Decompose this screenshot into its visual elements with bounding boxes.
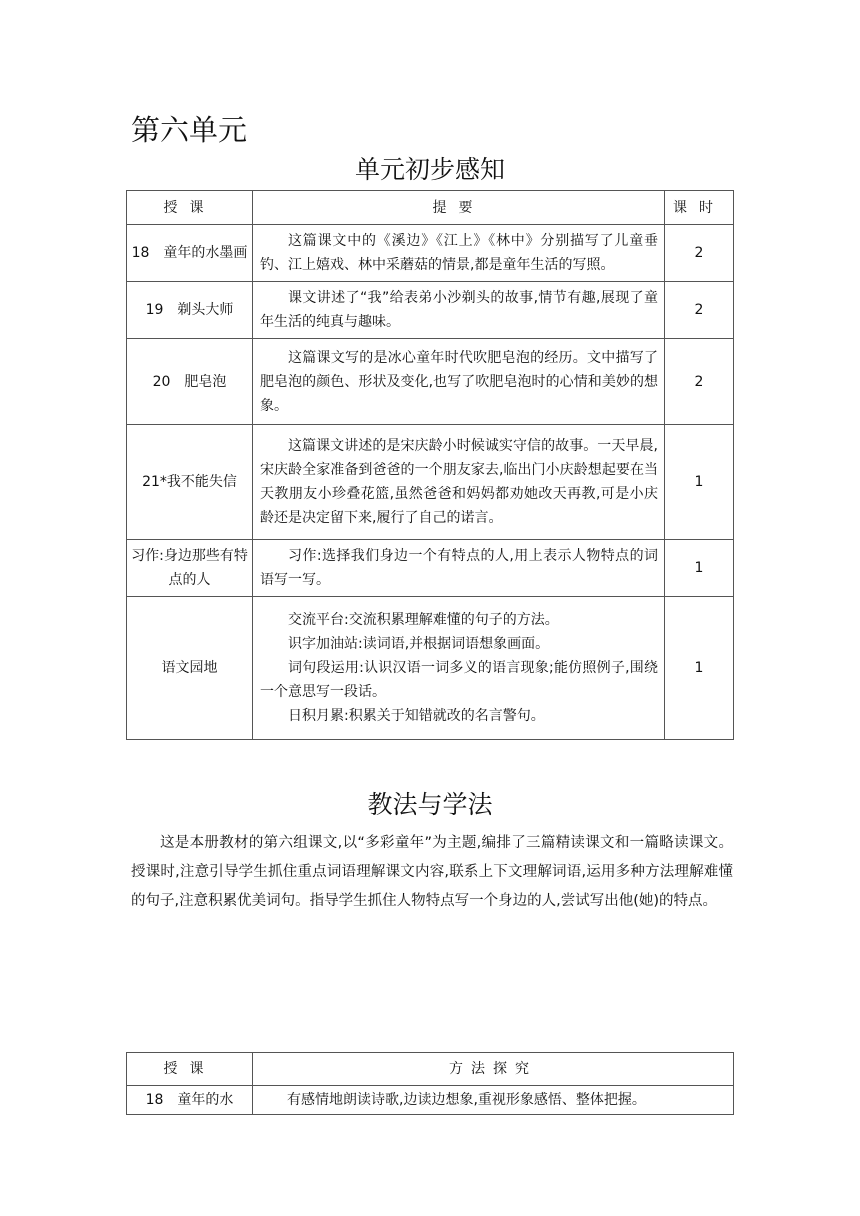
summary-cell	[253, 225, 665, 282]
summary-text: 日积月累:积累关于知错就改的名言警句。	[288, 708, 545, 724]
summary-text: 词句段运用:认识汉语一词多义的语言现象;能仿照例子,围绕一个意思写一段话。	[260, 660, 658, 700]
table-row	[127, 540, 734, 597]
table-row	[127, 225, 734, 282]
hours-cell: 2	[665, 225, 734, 282]
summary-cell	[253, 339, 665, 425]
hours-cell: 2	[665, 339, 734, 425]
header-summary: 提要	[253, 191, 665, 225]
section-title-methods: 教法与学法	[367, 790, 493, 819]
summary-cell	[253, 425, 665, 540]
methods-paragraph: 这是本册教材的第六组课文,以“多彩童年”为主题,编排了三篇精读课文和一篇略读课文。授课时,注意引导学生抓住重点词语理解课文内容,联系上下文理解词语,运用多种方法理解难懂的句子,注意积累优美词句。指导学生抓住人物特点写一个身边的人,尝试写出他(她)的特点。	[131, 835, 733, 909]
summary-cell	[253, 540, 665, 597]
lesson-cell: 19 剃头大师	[127, 282, 253, 339]
table-row	[127, 339, 734, 425]
hours-cell: 2	[665, 282, 734, 339]
summary-text: 这篇课文写的是冰心童年时代吹肥皂泡的经历。文中描写了肥皂泡的颜色、形状及变化,也写了吹肥皂泡时的心情和美妙的想象。	[260, 349, 658, 414]
summary-text: 交流平台:交流积累理解难懂的句子的方法。	[288, 612, 559, 628]
lesson-cell: 习作:身边那些有特点的人	[127, 540, 253, 597]
table-header-row	[127, 191, 734, 225]
summary-text: 这篇课文讲述的是宋庆龄小时候诚实守信的故事。一天早晨,宋庆龄全家准备到爸爸的一个朋友家去,临出门小庆龄想起要在当天教朋友小珍叠花篮,虽然爸爸和妈妈都劝她改天再教,可是小庆龄还是决定留下来,履行了自己的诺言。	[260, 438, 658, 526]
summary-text: 识字加油站:读词语,并根据词语想象画面。	[288, 636, 550, 652]
table-row	[127, 282, 734, 339]
method-table	[126, 1052, 734, 1115]
table-header-row	[127, 1053, 734, 1086]
lesson-cell: 语文园地	[127, 597, 253, 740]
lesson-cell: 18 童年的水	[127, 1086, 253, 1115]
method-cell: 有感情地朗读诗歌,边读边想象,重视形象感悟、整体把握。	[253, 1086, 734, 1115]
summary-text: 课文讲述了“我”给表弟小沙剃头的故事,情节有趣,展现了童年生活的纯真与趣味。	[260, 290, 658, 330]
unit-title: 第六单元	[131, 113, 248, 147]
header-lesson: 授课	[127, 1053, 253, 1086]
table-row	[127, 425, 734, 540]
summary-text: 这篇课文中的《溪边》《江上》《林中》分别描写了儿童垂钓、江上嬉戏、林中采蘑菇的情景,都是童年生活的写照。	[260, 233, 658, 273]
summary-cell	[253, 282, 665, 339]
overview-table	[126, 190, 734, 740]
lesson-cell: 21*我不能失信	[127, 425, 253, 540]
hours-cell: 1	[665, 540, 734, 597]
table-row	[127, 1086, 734, 1115]
header-method: 方法探究	[253, 1053, 734, 1086]
hours-cell: 1	[665, 425, 734, 540]
summary-text: 习作:选择我们身边一个有特点的人,用上表示人物特点的词语写一写。	[260, 548, 658, 588]
header-lesson: 授课	[127, 191, 253, 225]
section-title-overview: 单元初步感知	[354, 155, 505, 184]
lesson-cell: 18 童年的水墨画	[127, 225, 253, 282]
header-hours: 课时	[665, 191, 734, 225]
summary-cell	[253, 597, 665, 740]
table-row	[127, 597, 734, 740]
lesson-cell: 20 肥皂泡	[127, 339, 253, 425]
hours-cell: 1	[665, 597, 734, 740]
